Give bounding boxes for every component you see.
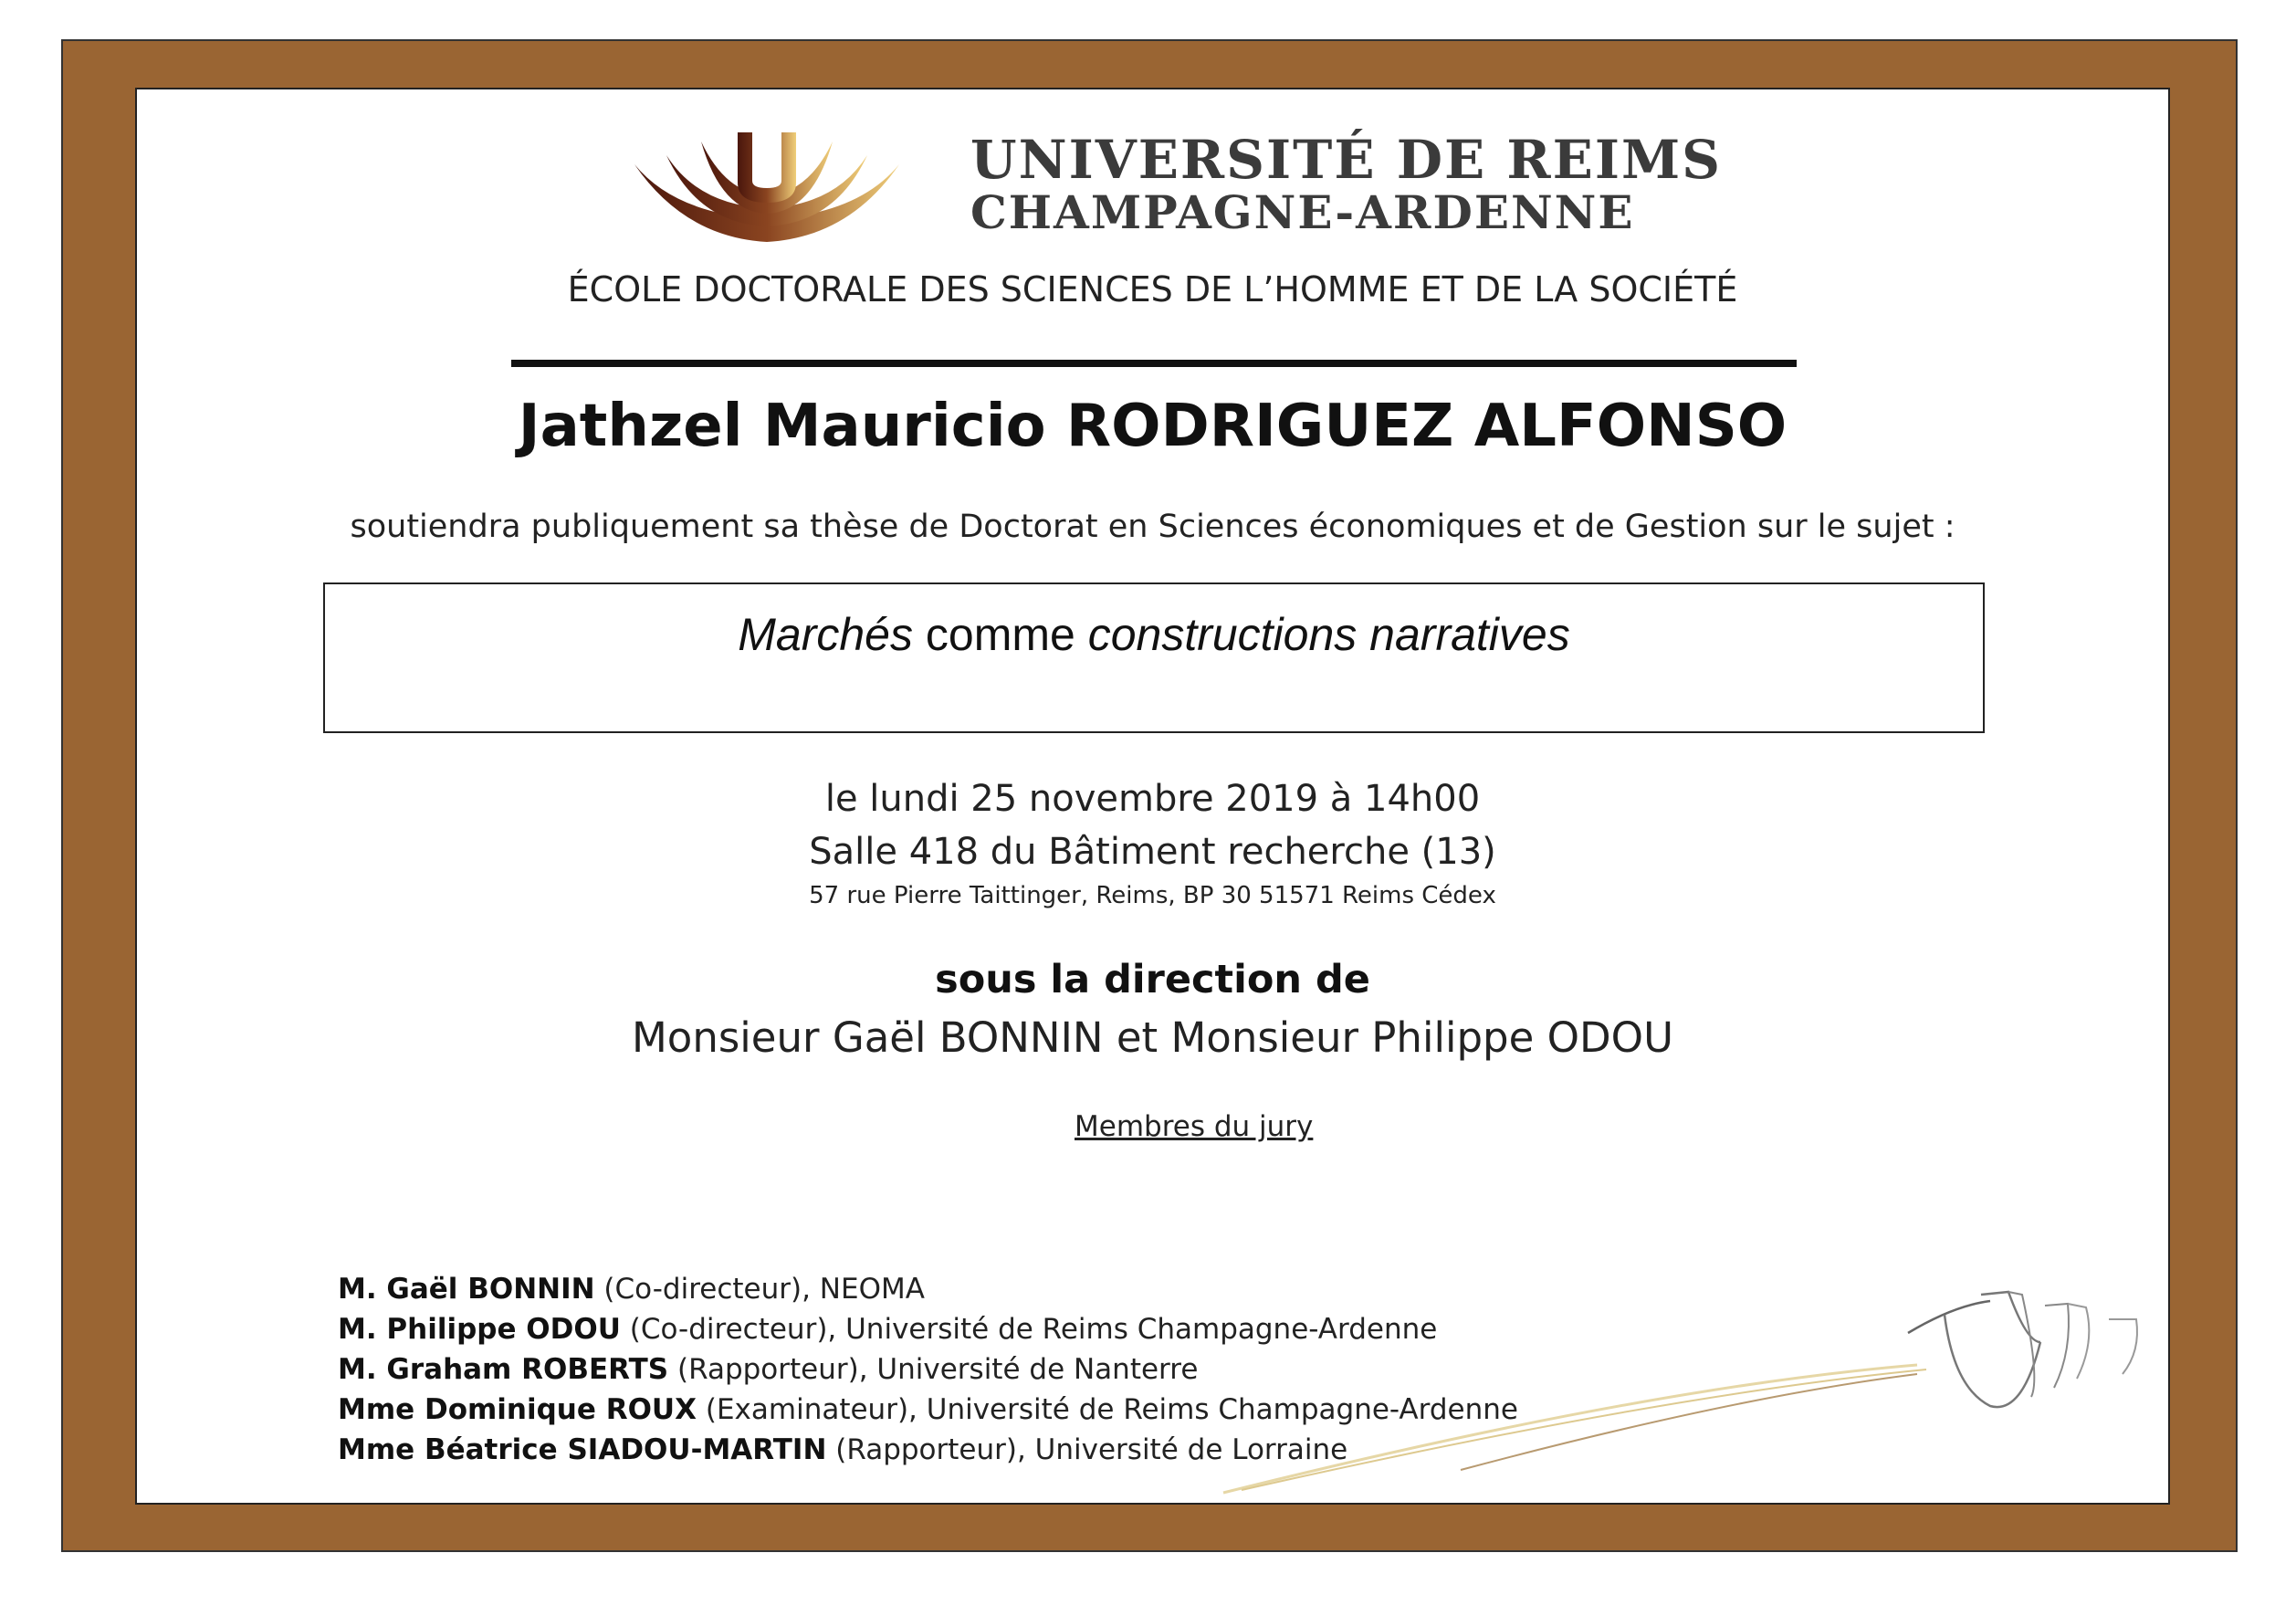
event-address: 57 rue Pierre Taittinger, Reims, BP 30 51571 Reims Cédex bbox=[809, 882, 1496, 909]
jury-member-detail: (Rapporteur), Université de Nanterre bbox=[668, 1353, 1199, 1386]
divider bbox=[511, 360, 1797, 367]
jury-member-name: M. Graham ROBERTS bbox=[338, 1353, 669, 1386]
jury-member-detail: (Examinateur), Université de Reims Champagne-Ardenne bbox=[697, 1393, 1518, 1426]
directors-names: Monsieur Gaël BONNIN et Monsieur Philippe ODOU bbox=[631, 1013, 1674, 1062]
doctoral-school: ÉCOLE DOCTORALE DES SCIENCES DE L’HOMME ET DE LA SOCIÉTÉ bbox=[567, 269, 1738, 310]
event-date: le lundi 25 novembre 2019 à 14h00 bbox=[824, 778, 1481, 820]
subject-box bbox=[323, 582, 1985, 733]
direction-heading: sous la direction de bbox=[935, 957, 1370, 1002]
thesis-subject bbox=[325, 608, 1983, 661]
jury-member-detail: (Rapporteur), Université de Lorraine bbox=[826, 1433, 1348, 1466]
urca-logo-icon bbox=[630, 128, 904, 251]
jury-member-detail: (Co-directeur), Université de Reims Champagne-Ardenne bbox=[620, 1313, 1438, 1346]
event-room: Salle 418 du Bâtiment recherche (13) bbox=[809, 831, 1496, 873]
decorative-swoosh-icon bbox=[1187, 1287, 2154, 1497]
university-name bbox=[970, 129, 1792, 239]
jury-member-detail: (Co-directeur), NEOMA bbox=[594, 1273, 925, 1306]
jury-member-name: M. Philippe ODOU bbox=[338, 1313, 621, 1346]
jury-member-name: M. Gaël BONNIN bbox=[338, 1273, 595, 1306]
jury-heading: Membres du jury bbox=[1075, 1110, 1314, 1143]
jury-member-name: Mme Béatrice SIADOU-MARTIN bbox=[338, 1433, 827, 1466]
subject-part1: Marchés bbox=[738, 609, 913, 660]
candidate-name: Jathzel Mauricio RODRIGUEZ ALFONSO bbox=[518, 393, 1788, 460]
intro-text: soutiendra publiquement sa thèse de Doctorat en Sciences économiques et de Gestion sur le sujet : bbox=[350, 509, 1955, 545]
university-name-line1: UNIVERSITÉ DE REIMS bbox=[970, 129, 1723, 191]
jury-member-name: Mme Dominique ROUX bbox=[338, 1393, 697, 1426]
subject-part3: constructions narratives bbox=[1087, 609, 1570, 660]
university-name-line2: CHAMPAGNE-ARDENNE bbox=[970, 185, 1635, 239]
subject-part2: comme bbox=[913, 609, 1088, 660]
